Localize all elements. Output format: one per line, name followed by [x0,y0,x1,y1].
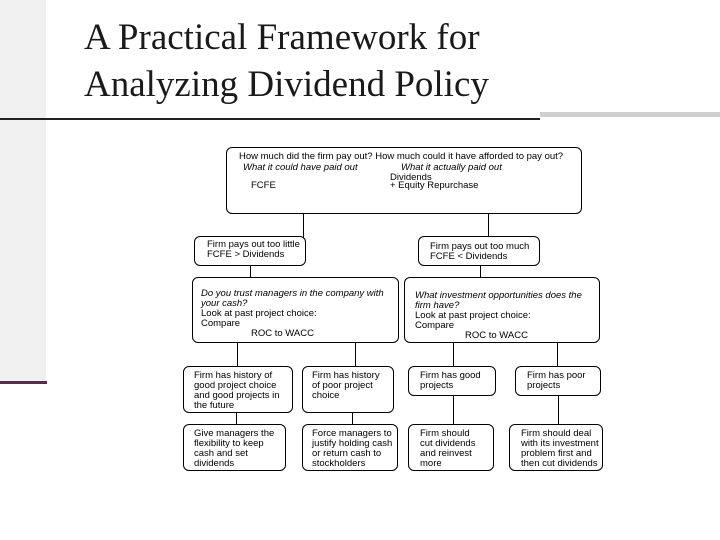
compare-text: Compare [201,318,241,329]
title-underline-shade [540,112,720,117]
deal-first-text-4: then cut dividends [521,458,598,469]
good-projects-text-1: Firm has good [420,370,481,381]
deal-first-box [509,424,603,471]
left-accent-line [0,381,47,384]
good-history-text-4: the future [194,400,235,411]
force-managers-box [302,424,398,471]
give-managers-text-4: dividends [194,458,235,469]
pays-too-little-text: Firm pays out too little [207,239,300,250]
pays-too-little-box [194,236,306,266]
good-history-text-2: good project choice [194,380,277,391]
poor-projects-text-2: projects [527,380,561,391]
force-managers-text-1: Force managers to [312,428,392,439]
connector [355,343,356,367]
title-underline [0,118,540,120]
give-managers-text-3: cash and set [194,448,248,459]
equity-repurchase-label: + Equity Repurchase [390,180,479,191]
good-history-box [183,366,293,413]
investment-opportunities-question-cont: firm have? [415,300,460,311]
compare-text-2: Compare [415,320,455,331]
investment-opportunities-question: What investment opportunities does the [415,290,582,301]
poor-projects-box [515,366,601,396]
past-project-choice-text: Look at past project choice: [201,308,317,319]
deal-first-text-3: problem first and [521,448,592,459]
cut-reinvest-text-3: and reinvest [420,448,472,459]
pays-too-much-box [418,236,540,266]
pays-too-much-text: Firm pays out too much [430,241,530,252]
connector [558,396,559,425]
fcfe-less-text: FCFE < Dividends [430,251,508,262]
give-managers-box [183,424,286,471]
good-projects-box [408,366,496,396]
investment-opportunities-box [404,277,600,343]
connector [453,343,454,367]
give-managers-text-1: Give managers the [194,428,275,439]
force-managers-text-4: stockholders [312,458,366,469]
roc-wacc-text: ROC to WACC [251,328,314,339]
poor-history-text-3: choice [312,390,340,401]
force-managers-text-3: or return cash to [312,448,382,459]
payout-question-box [226,147,582,214]
fcfe-greater-text: FCFE > Dividends [207,249,285,260]
could-have-paid-label: What it could have paid out [243,162,358,173]
connector [453,396,454,425]
poor-history-text-1: Firm has history [312,370,380,381]
connector [557,343,558,367]
connector [237,343,238,367]
good-projects-text-2: projects [420,380,454,391]
good-history-text-1: Firm has history of [194,370,273,381]
good-history-text-3: and good projects in [194,390,280,401]
left-decorative-bar [0,0,46,383]
deal-first-text-2: with its investment [521,438,599,449]
trust-managers-question-cont: your cash? [201,298,248,309]
give-managers-text-2: flexibility to keep [194,438,264,449]
poor-history-box [302,366,394,413]
cut-reinvest-box [408,424,494,471]
connector [303,214,304,238]
deal-first-text-1: Firm should deal [521,428,592,439]
title-line-1: A Practical Framework for [84,17,480,58]
cut-reinvest-text-4: more [420,458,442,469]
past-project-choice-text-2: Look at past project choice: [415,310,531,321]
connector [488,214,489,238]
poor-projects-text-1: Firm has poor [527,370,586,381]
cut-reinvest-text-1: Firm should [420,428,470,439]
trust-managers-question: Do you trust managers in the company with [201,288,384,299]
actually-paid-label: What it actually paid out [401,162,502,173]
poor-history-text-2: of poor project [312,380,373,391]
trust-managers-box [192,277,399,343]
cut-reinvest-text-2: cut dividends [420,438,476,449]
fcfe-label: FCFE [251,180,276,191]
payout-question-text: How much did the firm pay out? How much could it have afforded to pay out? [239,151,564,162]
title-line-2: Analyzing Dividend Policy [84,64,489,105]
slide-title [84,14,714,108]
dividends-label: Dividends [390,172,432,183]
force-managers-text-2: justify holding cash [312,438,393,449]
roc-wacc-text-2: ROC to WACC [465,330,528,341]
